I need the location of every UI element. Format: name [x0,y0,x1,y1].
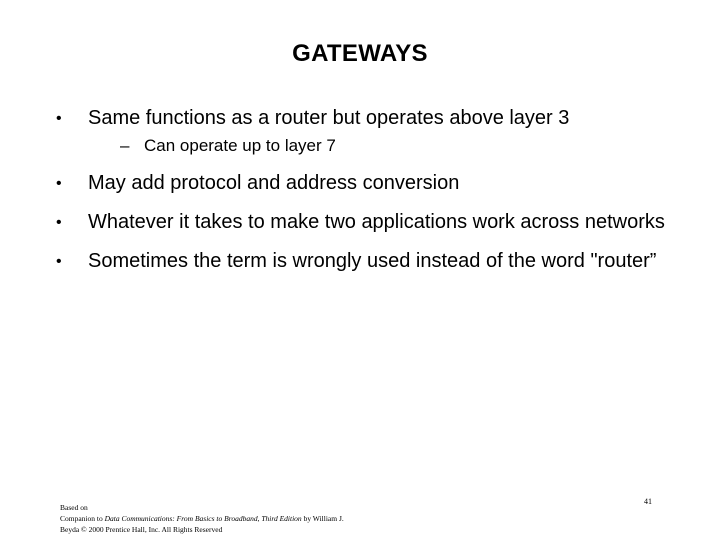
bullet-list [56,106,676,287]
bullet-text: May add protocol and address conversion [88,172,460,194]
sub-bullet-item [120,135,676,157]
bullet-item [56,171,676,196]
footer-line-3: Beyda © 2000 Prentice Hall, Inc. All Rights Reserved [60,525,223,534]
sub-bullet-marker: – [120,136,130,155]
footer-line-2 [60,513,344,524]
footer-line-1: Based on [60,503,88,512]
footer-book-title: Data Communications: From Basics to Broadband, Third Edition [104,514,302,523]
bullet-item [56,210,676,235]
bullet-text: Whatever it takes to make two applications work across networks [88,211,665,233]
footer-prefix: Companion to [60,514,105,523]
slide-title: GATEWAYS [292,40,428,67]
bullet-text: Sometimes the term is wrongly used instead of the word "router” [88,250,657,272]
bullet-item [56,106,676,157]
bullet-marker: • [56,110,62,127]
page-number: 41 [644,497,652,506]
sub-bullet-text: Can operate up to layer 7 [144,136,336,155]
sub-bullet-list [120,135,676,157]
bullet-item [56,249,676,274]
bullet-marker: • [56,214,62,231]
bullet-marker: • [56,253,62,270]
footer-suffix: by William J. [301,514,344,523]
bullet-text: Same functions as a router but operates above layer 3 [88,107,570,129]
footer-credit [60,502,344,535]
bullet-marker: • [56,175,62,192]
